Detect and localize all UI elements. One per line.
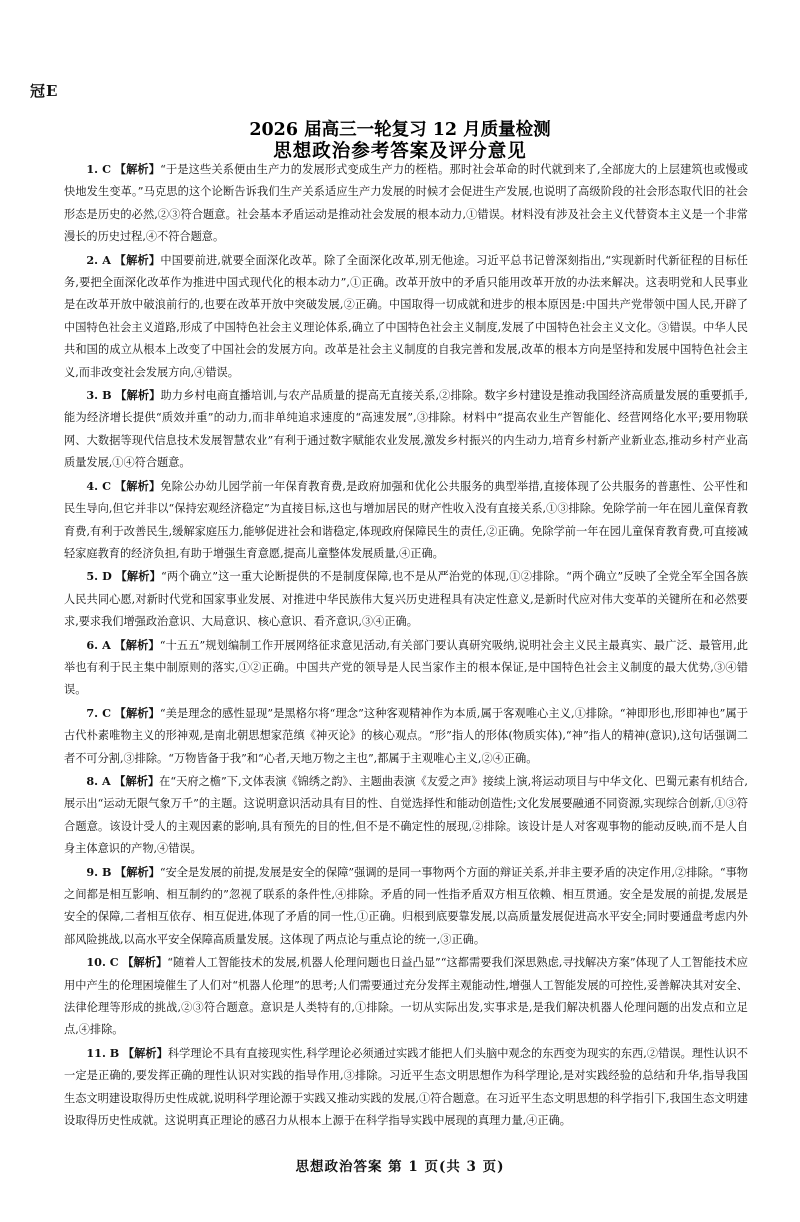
analysis-tag: 【解析】: [122, 955, 168, 970]
answer-text: “于是这些关系便由生产力的发展形式变成生产力的桎梏。那时社会革命的时代就到来了,全部庞大的上层建筑也或慢或快地发生变革。”马克思的这个论断告诉我们生产关系适应生产力发展的时候才会促进生产发展,也说明了高级阶段的社会形态取代旧的社会形态是历史的必然,②③符合题意。社会基本矛盾运动是推动社会发展的根本动力,①错误。材料没有涉及社会主义代替资本主义是一个非常漫长的历史过程,④不符合题意。: [64, 163, 748, 244]
analysis-tag: 【解析】: [114, 478, 161, 493]
answer-text: 在“天府之檐”下,文体表演《锦绣之韵》、主题曲表演《友爱之声》接续上演,将运动项目与中华文化、巴蜀元素有机结合,展示出“运动无限气象万千”的主题。这说明意识活动具有目的性、自觉选择性和能动创造性;文化发展要融通不同资源,实现综合创新,①③符合题意。该设计受人的主观因素的影响,具有预先的目的性,但不是不确定性的展现,②排除。该设计是人对客观事物的能动反映,而不是人自身主体意识的产物,④错误。: [64, 774, 748, 856]
analysis-tag: 【解析】: [114, 252, 161, 267]
answer-text: 免除公办幼儿园学前一年保育教育费,是政府加强和优化公共服务的典型举措,直接体现了公共服务的普惠性、公平性和民生导向,但它并非以“保持宏观经济稳定”为直接目标,这也与增加居民的财产性收入没有直接关系,①③排除。免除学前一年在园儿童保育教育费,有利于改善民生,缓解家庭压力,能够促进社会和谐稳定,体现政府保障民生的责任,②正确。免除学前一年在园儿童保育教育费,可直接减轻家庭教育的经济负担,有助于增强生育意愿,提高儿童整体发展质量,④正确。: [64, 479, 748, 560]
answer-number: 1. C: [86, 162, 112, 176]
answer-item: [64, 565, 748, 633]
answer-item: [64, 475, 748, 566]
answer-item: [64, 158, 748, 249]
answer-text: 助力乡村电商直播培训,与农产品质量的提高无直接关系,②排除。数字乡村建设是推动我国经济高质量发展的重要抓手,能为经济增长提供“质效并重”的动力,而非单纯追求速度的“高速发展”,③排除。材料中“提高农业生产智能化、经营网络化水平;要用物联网、大数据等现代信息技术发展智慧农业”有利于通过数字赋能农业发展,激发乡村振兴的内生动力,培育乡村新产业新业态,推动乡村产业高质量发展,①④符合题意。: [64, 389, 749, 470]
answers-body: [64, 158, 748, 1132]
answer-number: 9. B: [86, 864, 112, 879]
answer-number: 7. C: [86, 705, 111, 720]
answer-number: 4. C: [86, 478, 112, 493]
answer-item: [64, 951, 748, 1042]
analysis-tag: 【解析】: [115, 864, 160, 879]
answer-number: 10. C: [86, 955, 119, 970]
answer-key-title: 思想政治参考答案及评分意见: [273, 141, 527, 162]
analysis-tag: 【解析】: [115, 569, 161, 584]
answer-text: 科学理论不具有直接现实性,科学理论必须通过实践才能把人们头脑中观念的东西变为现实的东西,②错误。理性认识不一定是正确的,要发挥正确的理性认识对实践的指导作用,③排除。习近平生态文明思想作为科学理论,是对实践经验的总结和升华,指导我国生态文明建设取得历史性成就,说明科学理论源于实践又推动实践的发展,①符合题意。在习近平生态文明思想的科学指引下,我国生态文明建设取得历史性成就。这说明真正理论的感召力从根本上源于在科学指导实践中展现的真理力量,④正确。: [64, 1046, 748, 1128]
answer-text: “美是理念的感性显现”是黑格尔将“理念”这种客观精神作为本质,属于客观唯心主义,①排除。“神即形也,形即神也”属于古代朴素唯物主义的形神观,是南北朝思想家范缜《神灭论》的核心观点。“形”指人的形体(物质实体),“神”指人的精神(意识),这句话强调二者不可分割,③排除。“万物皆备于我”和“心者,天地万物之主也”,都属于主观唯心主义,②④正确。: [64, 706, 748, 765]
answer-item: [64, 861, 748, 952]
answer-item: [64, 702, 748, 770]
answer-item: [64, 634, 748, 702]
answer-text: “十五五”规划编制工作开展网络征求意见活动,有关部门要认真研究吸纳,说明社会主义民主最真实、最广泛、最管用,此举也有利于民主集中制原则的落实,①②正确。中国共产党的领导是人民当家作主的根本保证,是中国特色社会主义制度的最大优势,③④错误。: [64, 638, 748, 697]
answer-text: “安全是发展的前提,发展是安全的保障”强调的是同一事物两个方面的辩证关系,并非主要矛盾的决定作用,②排除。“事物之间都是相互影响、相互制约的”忽视了联系的条件性,④排除。矛盾的同一性指矛盾双方相互依赖、相互贯通。安全是发展的前提,发展是安全的保障,二者相互依存、相互促进,体现了矛盾的同一性,①正确。归根到底要靠发展,以高质量发展促进高水平安全;同时要通盘考虑内外部风险挑战,以高水平安全保障高质量发展。这体现了两点论与重点论的统一,③正确。: [64, 865, 748, 946]
answer-text: 中国要前进,就要全面深化改革。除了全面深化改革,别无他途。习近平总书记曾深刻指出,“实现新时代新征程的目标任务,要把全面深化改革作为推进中国式现代化的根本动力”,①正确。改革开放中的矛盾只能用改革开放的办法来解决。这表明党和人民事业是在改革开放中破浪前行的,也要在改革开放中突破发展,②正确。中国取得一切成就和进步的根本原因是:中国共产党带领中国人民,开辟了中国特色社会主义道路,形成了中国特色社会主义理论体系,确立了中国特色社会主义制度,发展了中国特色社会主义文化。③错误。中华人民共和国的成立从根本上改变了中国社会的发展方向。改革是社会主义制度的自我完善和发展,改革的根本方向是坚持和发展中国特色社会主义,而非改变社会发展方向,④错误。: [64, 253, 748, 379]
analysis-tag: 【解析】: [122, 1045, 168, 1060]
answer-number: 6. A: [86, 637, 111, 652]
analysis-tag: 【解析】: [114, 705, 160, 720]
corner-mark: 冠E: [30, 82, 59, 100]
analysis-tag: 【解析】: [114, 773, 160, 788]
answer-number: 2. A: [86, 252, 111, 267]
answer-number: 11. B: [86, 1045, 120, 1060]
answer-number: 3. B: [86, 388, 112, 403]
analysis-tag: 【解析】: [115, 388, 161, 403]
page-footer: 思想政治答案 第 1 页(共 3 页): [295, 1159, 505, 1175]
answer-text: “随着人工智能技术的发展,机器人伦理问题也日益凸显”“这都需要我们深思熟虑,寻找解决方案”体现了人工智能技术应用中产生的伦理困境催生了人们对“机器人伦理”的思考;人们需要通过充分发挥主观能动性,增强人工智能发展的可控性,妥善解决其对安全、法律伦理等形成的挑战,②③符合题意。意识是人类特有的,①排除。一切从实际出发,实事求是,是我们解决机器人伦理问题的出发点和立足点,④排除。: [64, 956, 748, 1037]
answer-item: [64, 770, 748, 861]
answer-text: “两个确立”这一重大论断提供的不是制度保障,也不是从严治党的体现,①②排除。“两个确立”反映了全党全军全国各族人民共同心愿,对新时代党和国家事业发展、对推进中华民族伟大复兴历史进程具有决定性意义,是新时代应对伟大变革的关键所在和必然要求,要求我们增强政治意识、大局意识、核心意识、看齐意识,③④正确。: [64, 570, 748, 629]
analysis-tag: 【解析】: [114, 162, 161, 176]
answer-number: 8. A: [86, 773, 111, 788]
answer-item: [64, 384, 748, 475]
answer-number: 5. D: [86, 569, 112, 584]
exam-title: 2026 届高三一轮复习 12 月质量检测: [249, 120, 551, 140]
analysis-tag: 【解析】: [114, 637, 160, 652]
answer-item: [64, 249, 748, 384]
answer-item: [64, 1042, 748, 1133]
